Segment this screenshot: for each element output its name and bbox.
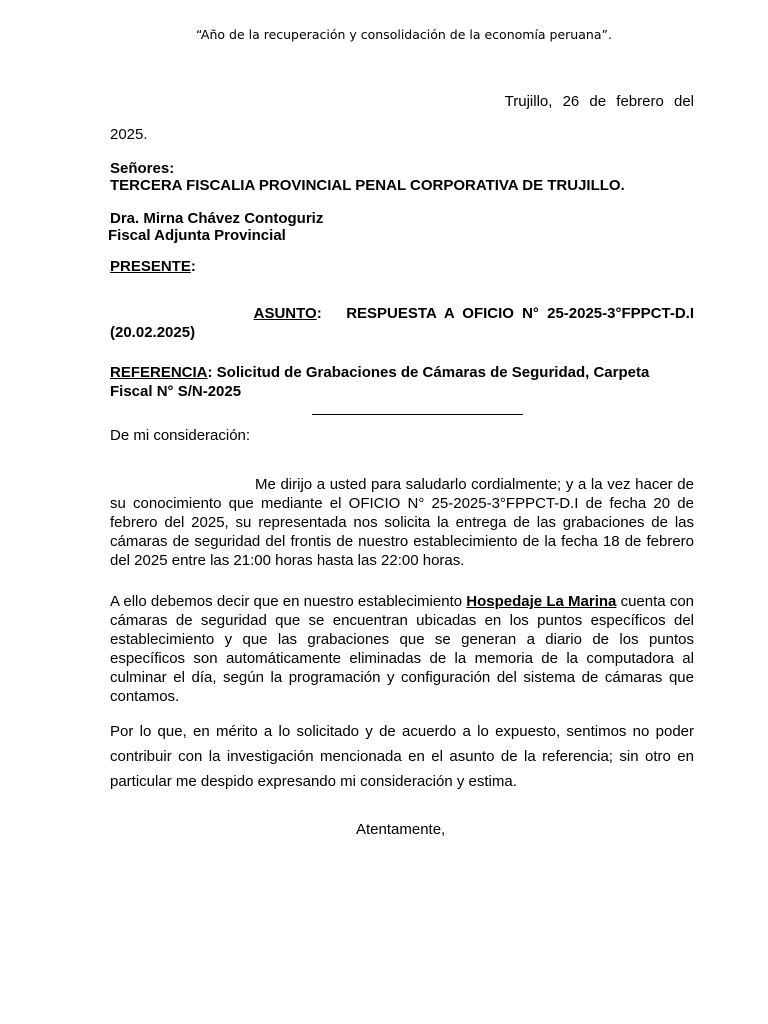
closing: Atentamente, <box>356 821 446 838</box>
asunto-label: ASUNTO <box>253 305 317 322</box>
date-line <box>110 85 694 151</box>
establishment-name: Hospedaje La Marina <box>466 593 617 610</box>
asunto-line <box>110 304 694 323</box>
header-motto: “Año de la recuperación y consolidación de la economía peruana”. <box>196 27 612 42</box>
body-paragraph-3: Por lo que, en mérito a lo solicitado y de acuerdo a lo expuesto, sentimos no poder contribuir con la investigación mencionada en el asunto de la referencia; sin otro en particular me despido expresando mi consideración y estima. <box>110 723 694 790</box>
greeting: De mi consideración: <box>110 427 251 444</box>
asunto-block <box>110 304 694 342</box>
separator-line <box>312 414 523 415</box>
paragraph-1-text: Me dirijo a usted para saludarlo cordialmente; y a la vez hacer de su conocimiento que mediante el OFICIO N° 25-2025-3°FPPCT-D.I de fecha 20 de febrero del 2025, su representada nos solicita la entrega de las grabaciones de las cámaras de seguridad del frontis de nuestro establecimiento de la fecha 18 de febrero del 2025 entre las 21:00 horas hasta las 22:00 horas. <box>110 476 694 569</box>
paragraph-2-after: cuenta con cámaras de seguridad que se encuentran ubicadas en los puntos específicos del establecimiento y que las grabaciones que se generan a diario de los puntos específicos son automáticamente eliminadas de la memoria de la computadora al culminar el día, según la programación y configuración del sistema de cámaras que contamos. <box>110 593 695 705</box>
asunto-continuation: (20.02.2025) <box>110 324 196 341</box>
asunto-separator: : <box>316 305 322 322</box>
referencia-text: : Solicitud de Grabaciones de Cámaras de Seguridad, Carpeta Fiscal N° S/N-2025 <box>110 364 650 400</box>
referencia-block <box>110 363 694 401</box>
asunto-text: RESPUESTA A OFICIO N° 25-2025-3°FPPCT-D.I <box>346 305 694 322</box>
presente-colon: : <box>190 258 196 275</box>
presente-label: PRESENTE <box>110 258 191 275</box>
recipient-block <box>110 160 694 244</box>
recipient-name: Dra. Mirna Chávez Contoguriz <box>110 210 324 227</box>
presente-line <box>110 257 694 276</box>
date-line-2: 2025. <box>110 126 148 143</box>
paragraph-2-before: A ello debemos decir que en nuestro establecimiento <box>110 593 467 610</box>
recipient-institution: TERCERA FISCALIA PROVINCIAL PENAL CORPORATIVA DE TRUJILLO. <box>110 177 625 194</box>
spacer <box>110 194 694 210</box>
body-paragraph-1 <box>110 475 694 570</box>
body-paragraph-2 <box>110 592 694 706</box>
referencia-label: REFERENCIA <box>110 364 208 381</box>
salutation: Señores: <box>110 160 175 177</box>
recipient-title: Fiscal Adjunta Provincial <box>108 227 286 244</box>
date-line-1: Trujillo, 26 de febrero del <box>504 93 694 110</box>
